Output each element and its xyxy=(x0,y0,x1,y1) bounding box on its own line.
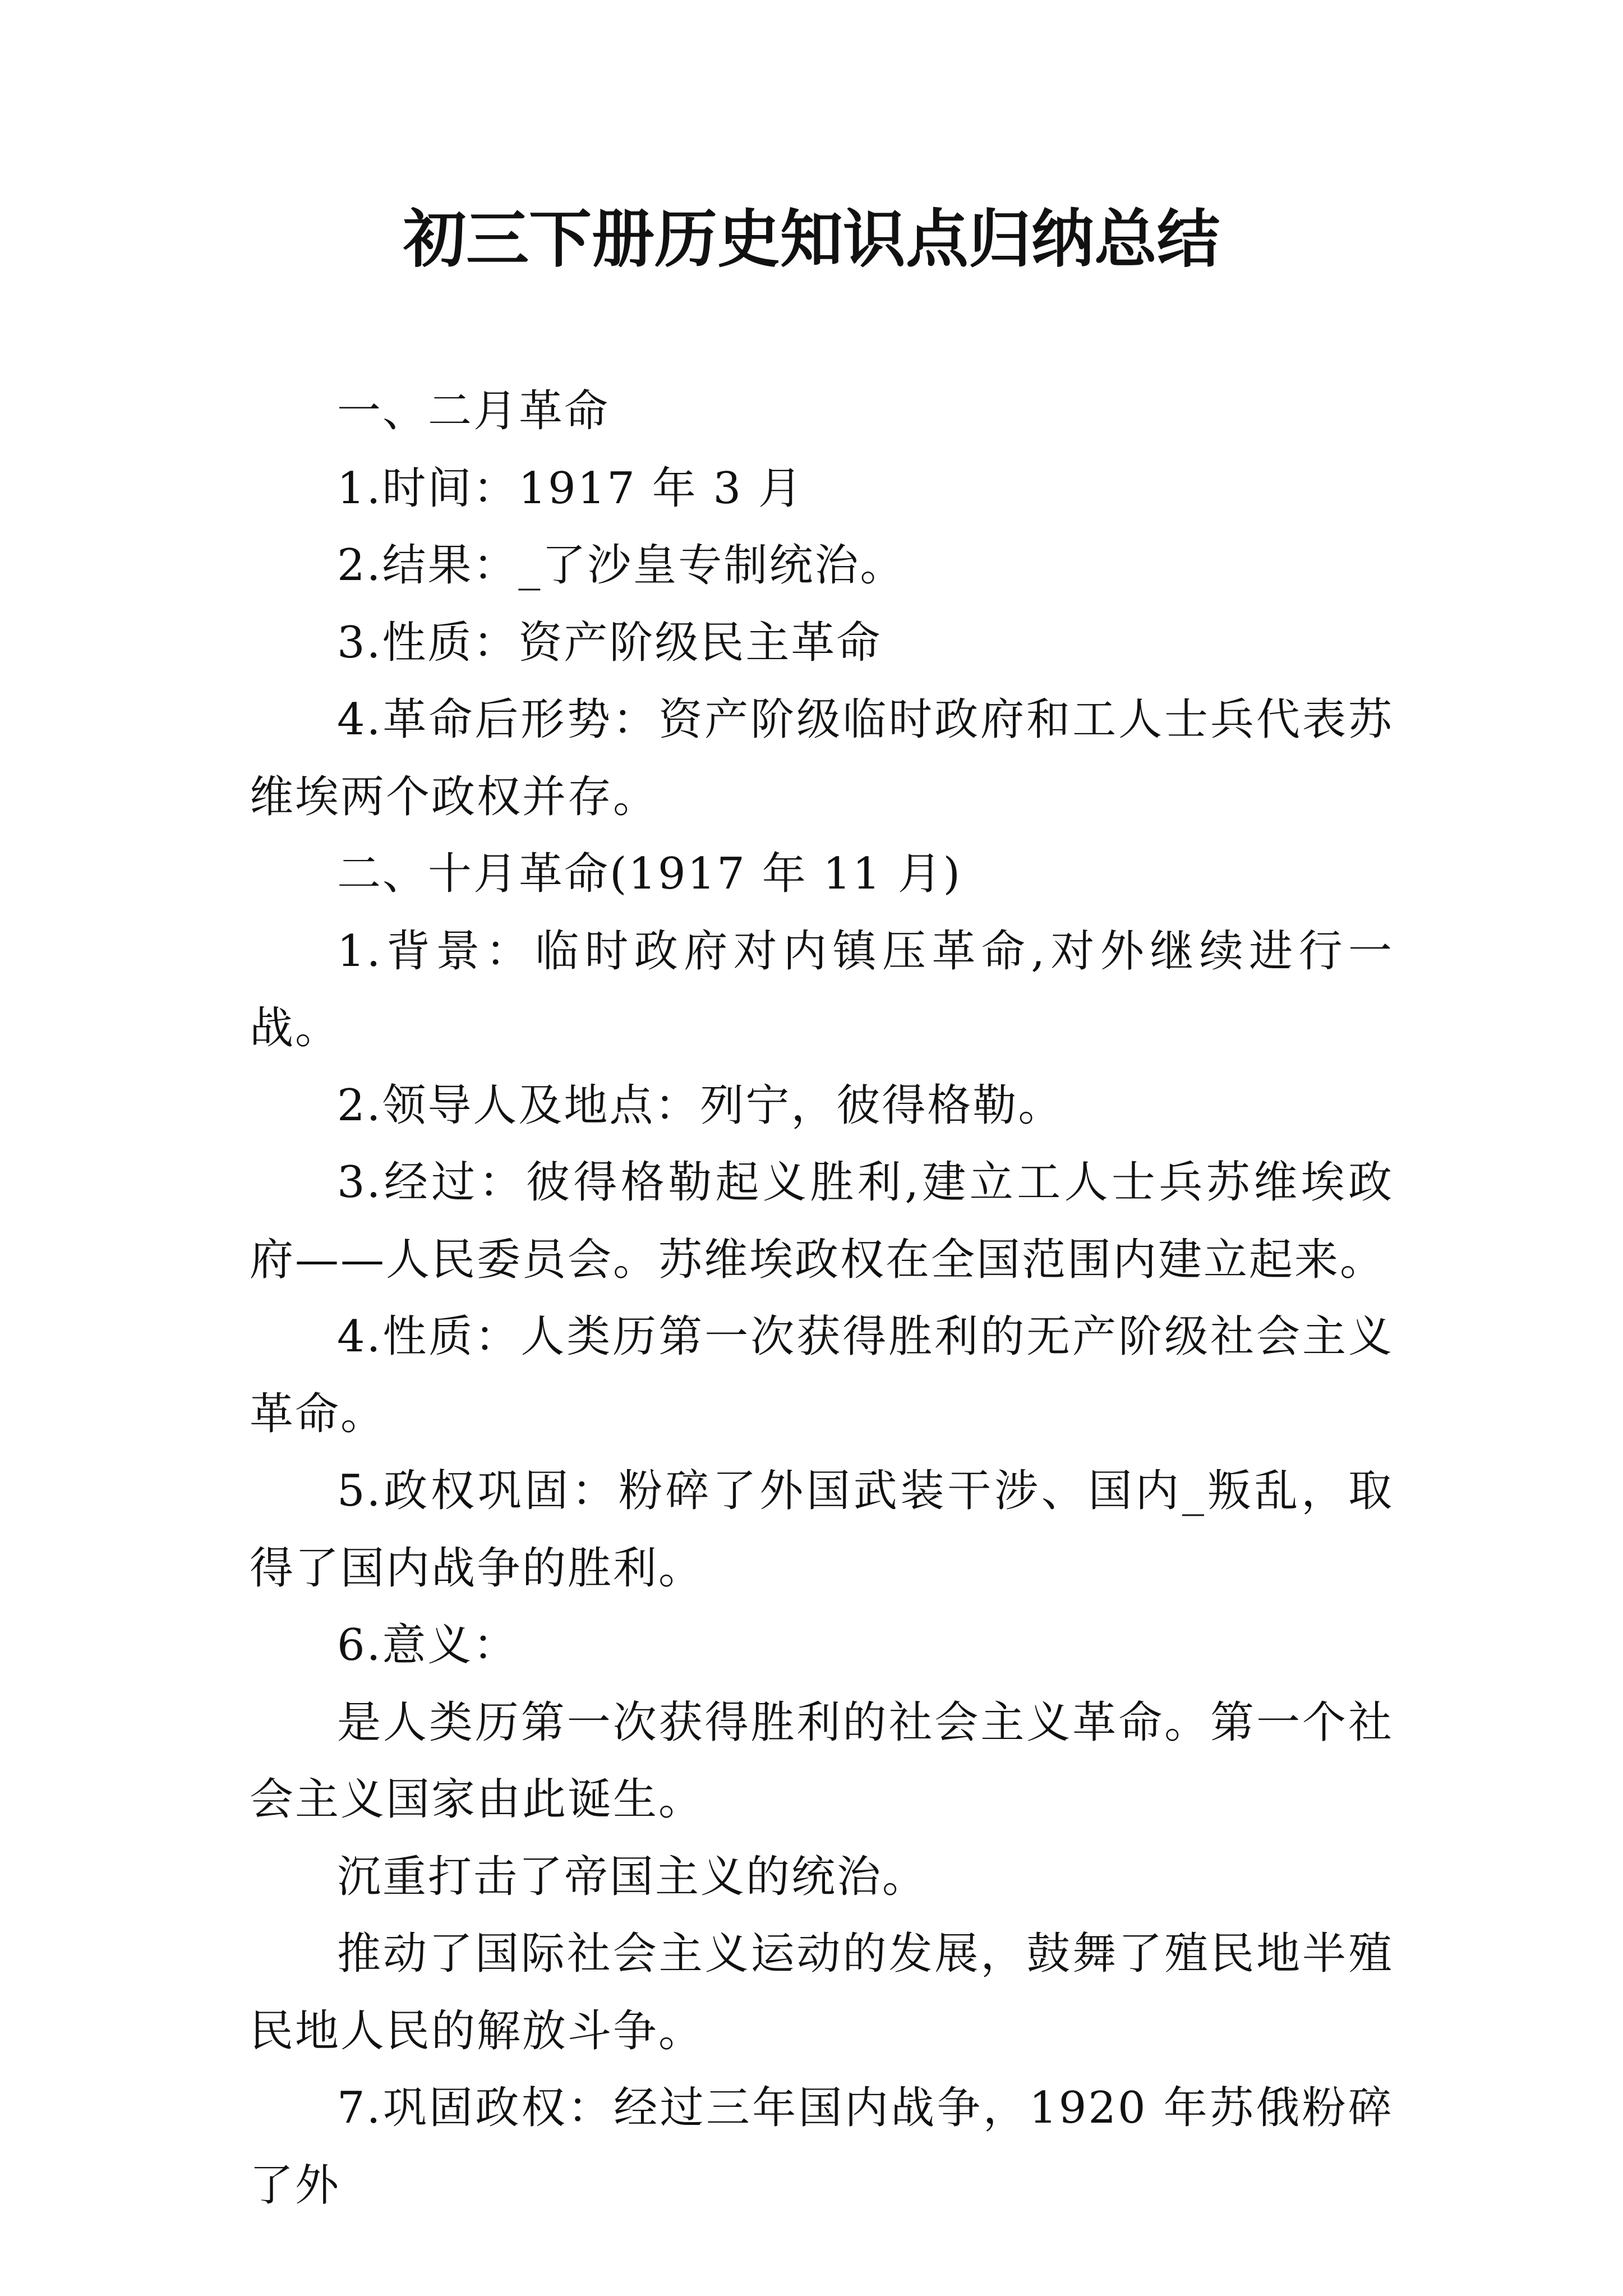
paragraph-consolidation: 5.政权巩固：粉碎了外国武装干涉、国内_叛乱，取得了国内战争的胜利。 xyxy=(250,1466,1394,1594)
paragraph-significance-3: 推动了国际社会主义运动的发展，鼓舞了殖民地半殖民地人民的解放斗争。 xyxy=(250,1929,1394,2056)
paragraph-significance-heading: 6.意义： xyxy=(337,1620,519,1671)
paragraph-time: 1.时间：1917 年 3 月 xyxy=(337,463,804,514)
document-body xyxy=(250,373,1394,2224)
section-heading-february-revolution: 一、二月革命 xyxy=(337,386,610,436)
paragraph-post-revolution-situation: 4.革命后形势：资产阶级临时政府和工人士兵代表苏维埃两个政权并存。 xyxy=(250,694,1394,822)
section-heading-october-revolution: 二、十月革命(1917 年 11 月) xyxy=(337,849,962,899)
paragraph-nature: 3.性质：资产阶级民主革命 xyxy=(337,617,882,668)
document-title: 初三下册历史知识点归纳总结 xyxy=(403,203,1220,276)
paragraph-significance-2: 沉重打击了帝国主义的统治。 xyxy=(337,1851,928,1902)
paragraph-nature-october: 4.性质：人类历第一次获得胜利的无产阶级社会主义革命。 xyxy=(250,1312,1394,1439)
paragraph-background: 1.背景：临时政府对内镇压革命,对外继续进行一战。 xyxy=(250,926,1394,1053)
paragraph-consolidate-power: 7.巩固政权：经过三年国内战争，1920 年苏俄粉碎了外 xyxy=(250,2083,1394,2211)
paragraph-significance-1: 是人类历第一次获得胜利的社会主义革命。第一个社会主义国家由此诞生。 xyxy=(250,1697,1394,1825)
paragraph-result: 2.结果：_了沙皇专制统治。 xyxy=(337,540,906,591)
paragraph-leader-location: 2.领导人及地点：列宁，彼得格勒。 xyxy=(337,1080,1064,1131)
paragraph-process: 3.经过：彼得格勒起义胜利,建立工人士兵苏维埃政府——人民委员会。苏维埃政权在全国范围内建立起来。 xyxy=(250,1157,1394,1285)
